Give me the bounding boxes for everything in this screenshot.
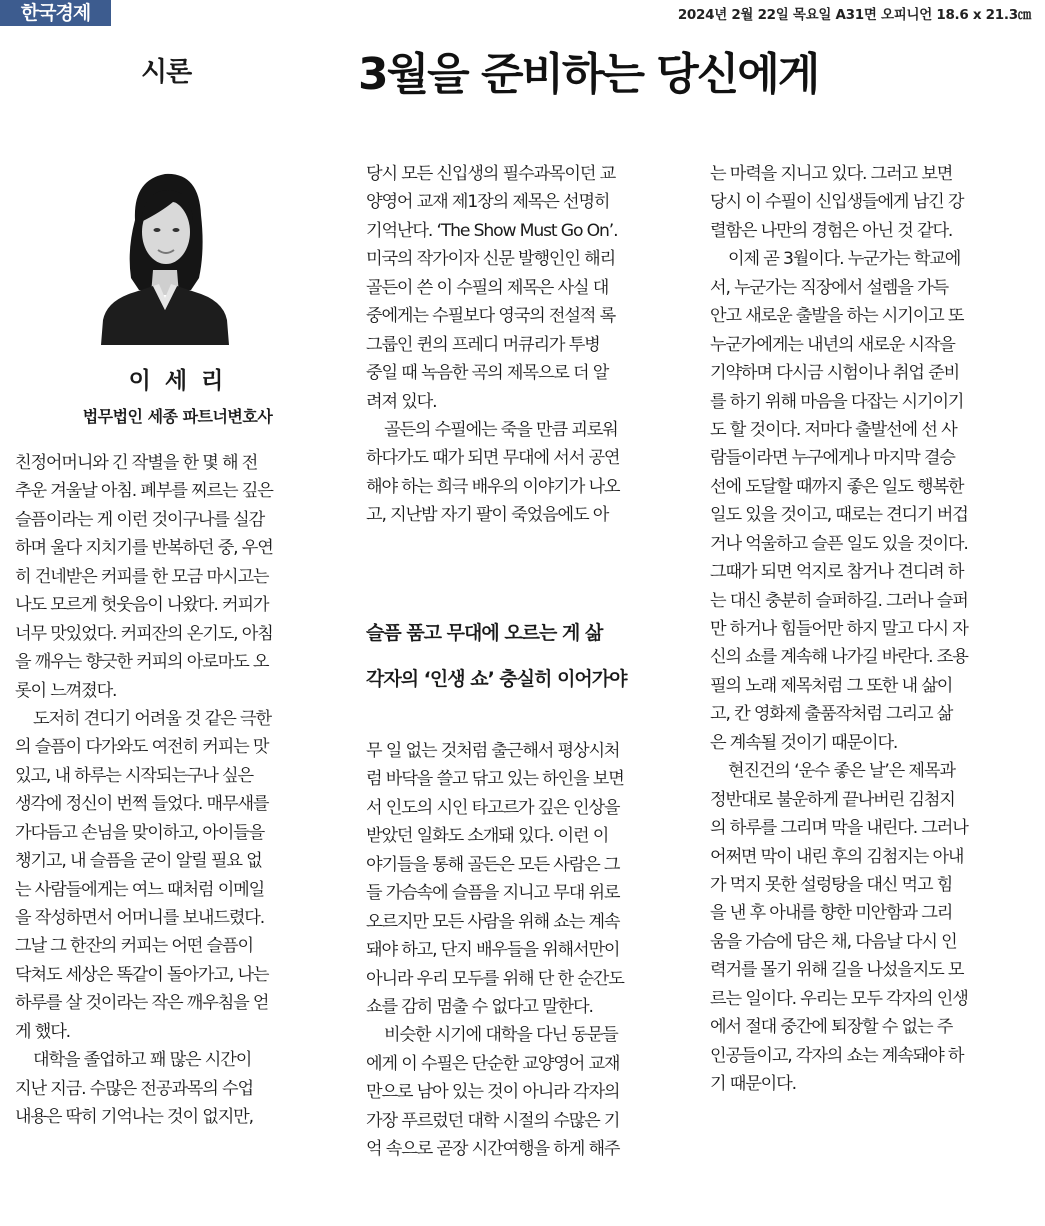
article-line: 의 하루를 그리며 막을 내린다. 그러나: [710, 818, 968, 839]
article-line: 대학을 졸업하고 꽤 많은 시간이: [33, 1050, 252, 1071]
article-line: 만 하거나 힘들어만 하지 말고 다시 자: [710, 619, 968, 639]
article-line: 고, 칸 영화제 출품작처럼 그리고 삶: [710, 704, 953, 725]
article-column-1: [15, 449, 343, 1132]
article-line: 챙기고, 내 슬픔을 굳이 알릴 필요 없: [15, 851, 262, 872]
article-line: 아니라 우리 모두를 위해 단 한 순간도: [366, 968, 624, 989]
article-line: 을 낸 후 아내를 향한 미안함과 그리: [710, 903, 953, 924]
article-line: 를 하기 위해 마음을 다잡는 시기이기: [710, 391, 964, 412]
article-line: 비슷한 시기에 대학을 다닌 동문들: [384, 1025, 618, 1046]
article-line: 기 때문이다.: [710, 1074, 796, 1094]
article-line: 기억난다. ‘The Show Must Go On’.: [366, 220, 618, 241]
article-line: 지난 지금. 수많은 전공과목의 수업: [15, 1078, 253, 1099]
article-line: 미국의 작가이자 신문 발행인인 해리: [366, 249, 616, 270]
publication-info: 2024년 2월 22일 목요일 A31면 오피니언 18.6 x 21.3㎝: [677, 7, 1031, 23]
article-line: 야기들을 통해 골든은 모든 사람은 그: [366, 854, 620, 875]
article-line: 기약하며 다시금 시험이나 취업 준비: [710, 363, 960, 384]
article-line: 일도 있을 것이고, 때로는 견디기 버겁: [710, 505, 968, 526]
article-line: 필의 노래 제목처럼 그 또한 내 삶이: [710, 675, 953, 696]
article-line: 럼 바닥을 쓸고 닦고 있는 하인을 보면: [366, 769, 624, 790]
article-line: 이제 곧 3월이다. 누군가는 학교에: [728, 249, 961, 270]
author-title: 법무법인 세종 파트너변호사: [82, 407, 273, 426]
article-line: 추운 겨울날 아침. 폐부를 찌르는 깊은: [15, 481, 273, 502]
article-line: 움을 가슴에 담은 채, 다음날 다시 인: [710, 931, 957, 952]
article-line: 골든이 쓴 이 수필의 제목은 사실 대: [366, 277, 609, 298]
article-line: 에게 이 수필은 단순한 교양영어 교재: [366, 1053, 620, 1074]
article-line: 슬픔이라는 게 이런 것이구나를 실감: [15, 509, 265, 530]
article-line: 어쩌면 막이 내린 후의 김첨지는 아내: [710, 846, 964, 867]
article-line: 은 계속될 것이기 때문이다.: [710, 732, 898, 753]
article-line: 오르지만 모든 사람을 위해 쇼는 계속: [366, 911, 620, 932]
article-line: 도 할 것이다. 저마다 출발선에 선 사: [710, 419, 957, 440]
article-column-3: [710, 160, 1030, 1098]
article-line: 히 건네받은 커피를 한 모금 마시고는: [15, 566, 269, 587]
article-line: 서 인도의 시인 타고르가 깊은 인상을: [366, 797, 620, 818]
section-label: 시론: [141, 57, 192, 88]
article-line: 서, 누군가는 직장에서 설렘을 가득: [710, 277, 948, 298]
article-line: 가 먹지 못한 설렁탕을 대신 먹고 힘: [710, 874, 953, 895]
article-line: 그때가 되면 억지로 참거나 견디려 하: [710, 562, 964, 583]
article-line: 람들이라면 누구에게나 마지막 결승: [710, 448, 955, 469]
article-line: 게 했다.: [15, 1021, 70, 1042]
article-line: 하다가도 때가 되면 무대에 서서 공연: [366, 448, 620, 469]
newspaper-logo: 한국경제: [0, 0, 111, 26]
article-line: 그날 그 한잔의 커피는 어떤 슬픔이: [15, 936, 253, 957]
article-line: 들 가슴속에 슬픔을 지니고 무대 위로: [366, 883, 620, 904]
article-line: 가장 푸르렀던 대학 시절의 수많은 기: [366, 1110, 620, 1131]
article-line: 는 대신 충분히 슬퍼하길. 그러나 슬퍼: [710, 590, 968, 611]
article-line: 쇼를 감히 멈출 수 없다고 말한다.: [366, 996, 593, 1017]
subheadline-2: 각자의 ‘인생 쇼’ 충실히 이어가야: [366, 668, 627, 690]
subheadline-1: 슬픔 품고 무대에 오르는 게 삶: [366, 622, 603, 644]
article-line: 도저히 견디기 어려울 것 같은 극한: [33, 708, 271, 729]
article-line: 중에게는 수필보다 영국의 전설적 록: [366, 306, 616, 327]
author-portrait: [95, 160, 235, 345]
article-line: 억 속으로 곧장 시간여행을 하게 해주: [366, 1139, 620, 1160]
article-line: 나도 모르게 헛웃음이 나왔다. 커피가: [15, 595, 269, 616]
masthead: [0, 0, 1045, 26]
article-line: 거나 억울하고 슬픈 일도 있을 것이다.: [710, 533, 968, 554]
article-line: 의 슬픔이 다가와도 여전히 커피는 맛: [15, 737, 269, 758]
article-line: 내용은 딱히 기억나는 것이 없지만,: [15, 1107, 253, 1128]
article-line: 신의 쇼를 계속해 나가길 바란다. 조용: [710, 647, 968, 668]
article-line: 중일 때 녹음한 곡의 제목으로 더 알: [366, 363, 609, 384]
article-line: 누군가에게는 내년의 새로운 시작을: [710, 334, 955, 355]
article-line: 현진건의 ‘운수 좋은 날’은 제목과: [728, 761, 955, 782]
article-column-2-bottom: [366, 737, 686, 1164]
article-line: 는 사람들에게는 여느 때처럼 이메일: [15, 879, 265, 900]
article-line: 고, 지난밤 자기 팔이 죽었음에도 아: [366, 505, 609, 526]
article-line: 양영어 교재 제1장의 제목은 선명히: [366, 192, 610, 213]
article-line: 그룹인 퀸의 프레디 머큐리가 투병: [366, 334, 600, 355]
article-line: 하며 울다 지치기를 반복하던 중, 우연: [15, 538, 273, 559]
article-line: 을 깨우는 향긋한 커피의 아로마도 오: [15, 652, 269, 673]
article-line: 생각에 정신이 번쩍 들었다. 매무새를: [15, 794, 269, 815]
article-line: 르는 일이다. 우리는 모두 각자의 인생: [710, 988, 968, 1009]
article-line: 롯이 느껴졌다.: [15, 680, 117, 701]
author-name: 이 세 리: [128, 368, 227, 394]
article-line: 해야 하는 희극 배우의 이야기가 나오: [366, 476, 620, 497]
article-line: 는 마력을 지니고 있다. 그러고 보면: [710, 164, 953, 184]
article-line: 을 작성하면서 어머니를 보내드렸다.: [15, 908, 265, 928]
article-line: 만으로 남아 있는 것이 아니라 각자의: [366, 1082, 620, 1103]
article-line: 돼야 하고, 단지 배우들을 위해서만이: [366, 940, 620, 961]
article-line: 인공들이고, 각자의 쇼는 계속돼야 하: [710, 1045, 964, 1066]
article-line: 골든의 수필에는 죽을 만큼 괴로워: [384, 419, 618, 440]
article-line: 당시 이 수필이 신입생들에게 남긴 강: [710, 192, 964, 213]
article-column-2-top: [366, 160, 686, 530]
article-line: 정반대로 불운하게 끝나버린 김첨지: [710, 789, 955, 810]
article-line: 려져 있다.: [366, 391, 437, 412]
article-line: 너무 맛있었다. 커피잔의 온기도, 아침: [15, 623, 273, 644]
article-line: 안고 새로운 출발을 하는 시기이고 또: [710, 306, 964, 327]
article-line: 하루를 살 것이라는 작은 깨우침을 얻: [15, 993, 269, 1014]
article-line: 닥쳐도 세상은 똑같이 돌아가고, 나는: [15, 964, 269, 985]
article-line: 에서 절대 중간에 퇴장할 수 없는 주: [710, 1017, 953, 1038]
article-line: 선에 도달할 때까지 좋은 일도 행복한: [710, 476, 964, 497]
article-line: 받았던 일화도 소개돼 있다. 이런 이: [366, 826, 609, 847]
headline: 3월을 준비하는 당신에게: [358, 49, 819, 100]
article-line: 력거를 몰기 위해 길을 나섰을지도 모: [710, 960, 964, 981]
article-line: 당시 모든 신입생의 필수과목이던 교: [366, 164, 616, 184]
article-line: 친정어머니와 긴 작별을 한 몇 해 전: [15, 453, 258, 473]
article-line: 무 일 없는 것처럼 출근해서 평상시처: [366, 741, 620, 761]
article-line: 렬함은 나만의 경험은 아닌 것 같다.: [710, 220, 953, 241]
article-line: 있고, 내 하루는 시작되는구나 싶은: [15, 765, 253, 786]
article-line: 가다듬고 손님을 맞이하고, 아이들을: [15, 822, 265, 843]
